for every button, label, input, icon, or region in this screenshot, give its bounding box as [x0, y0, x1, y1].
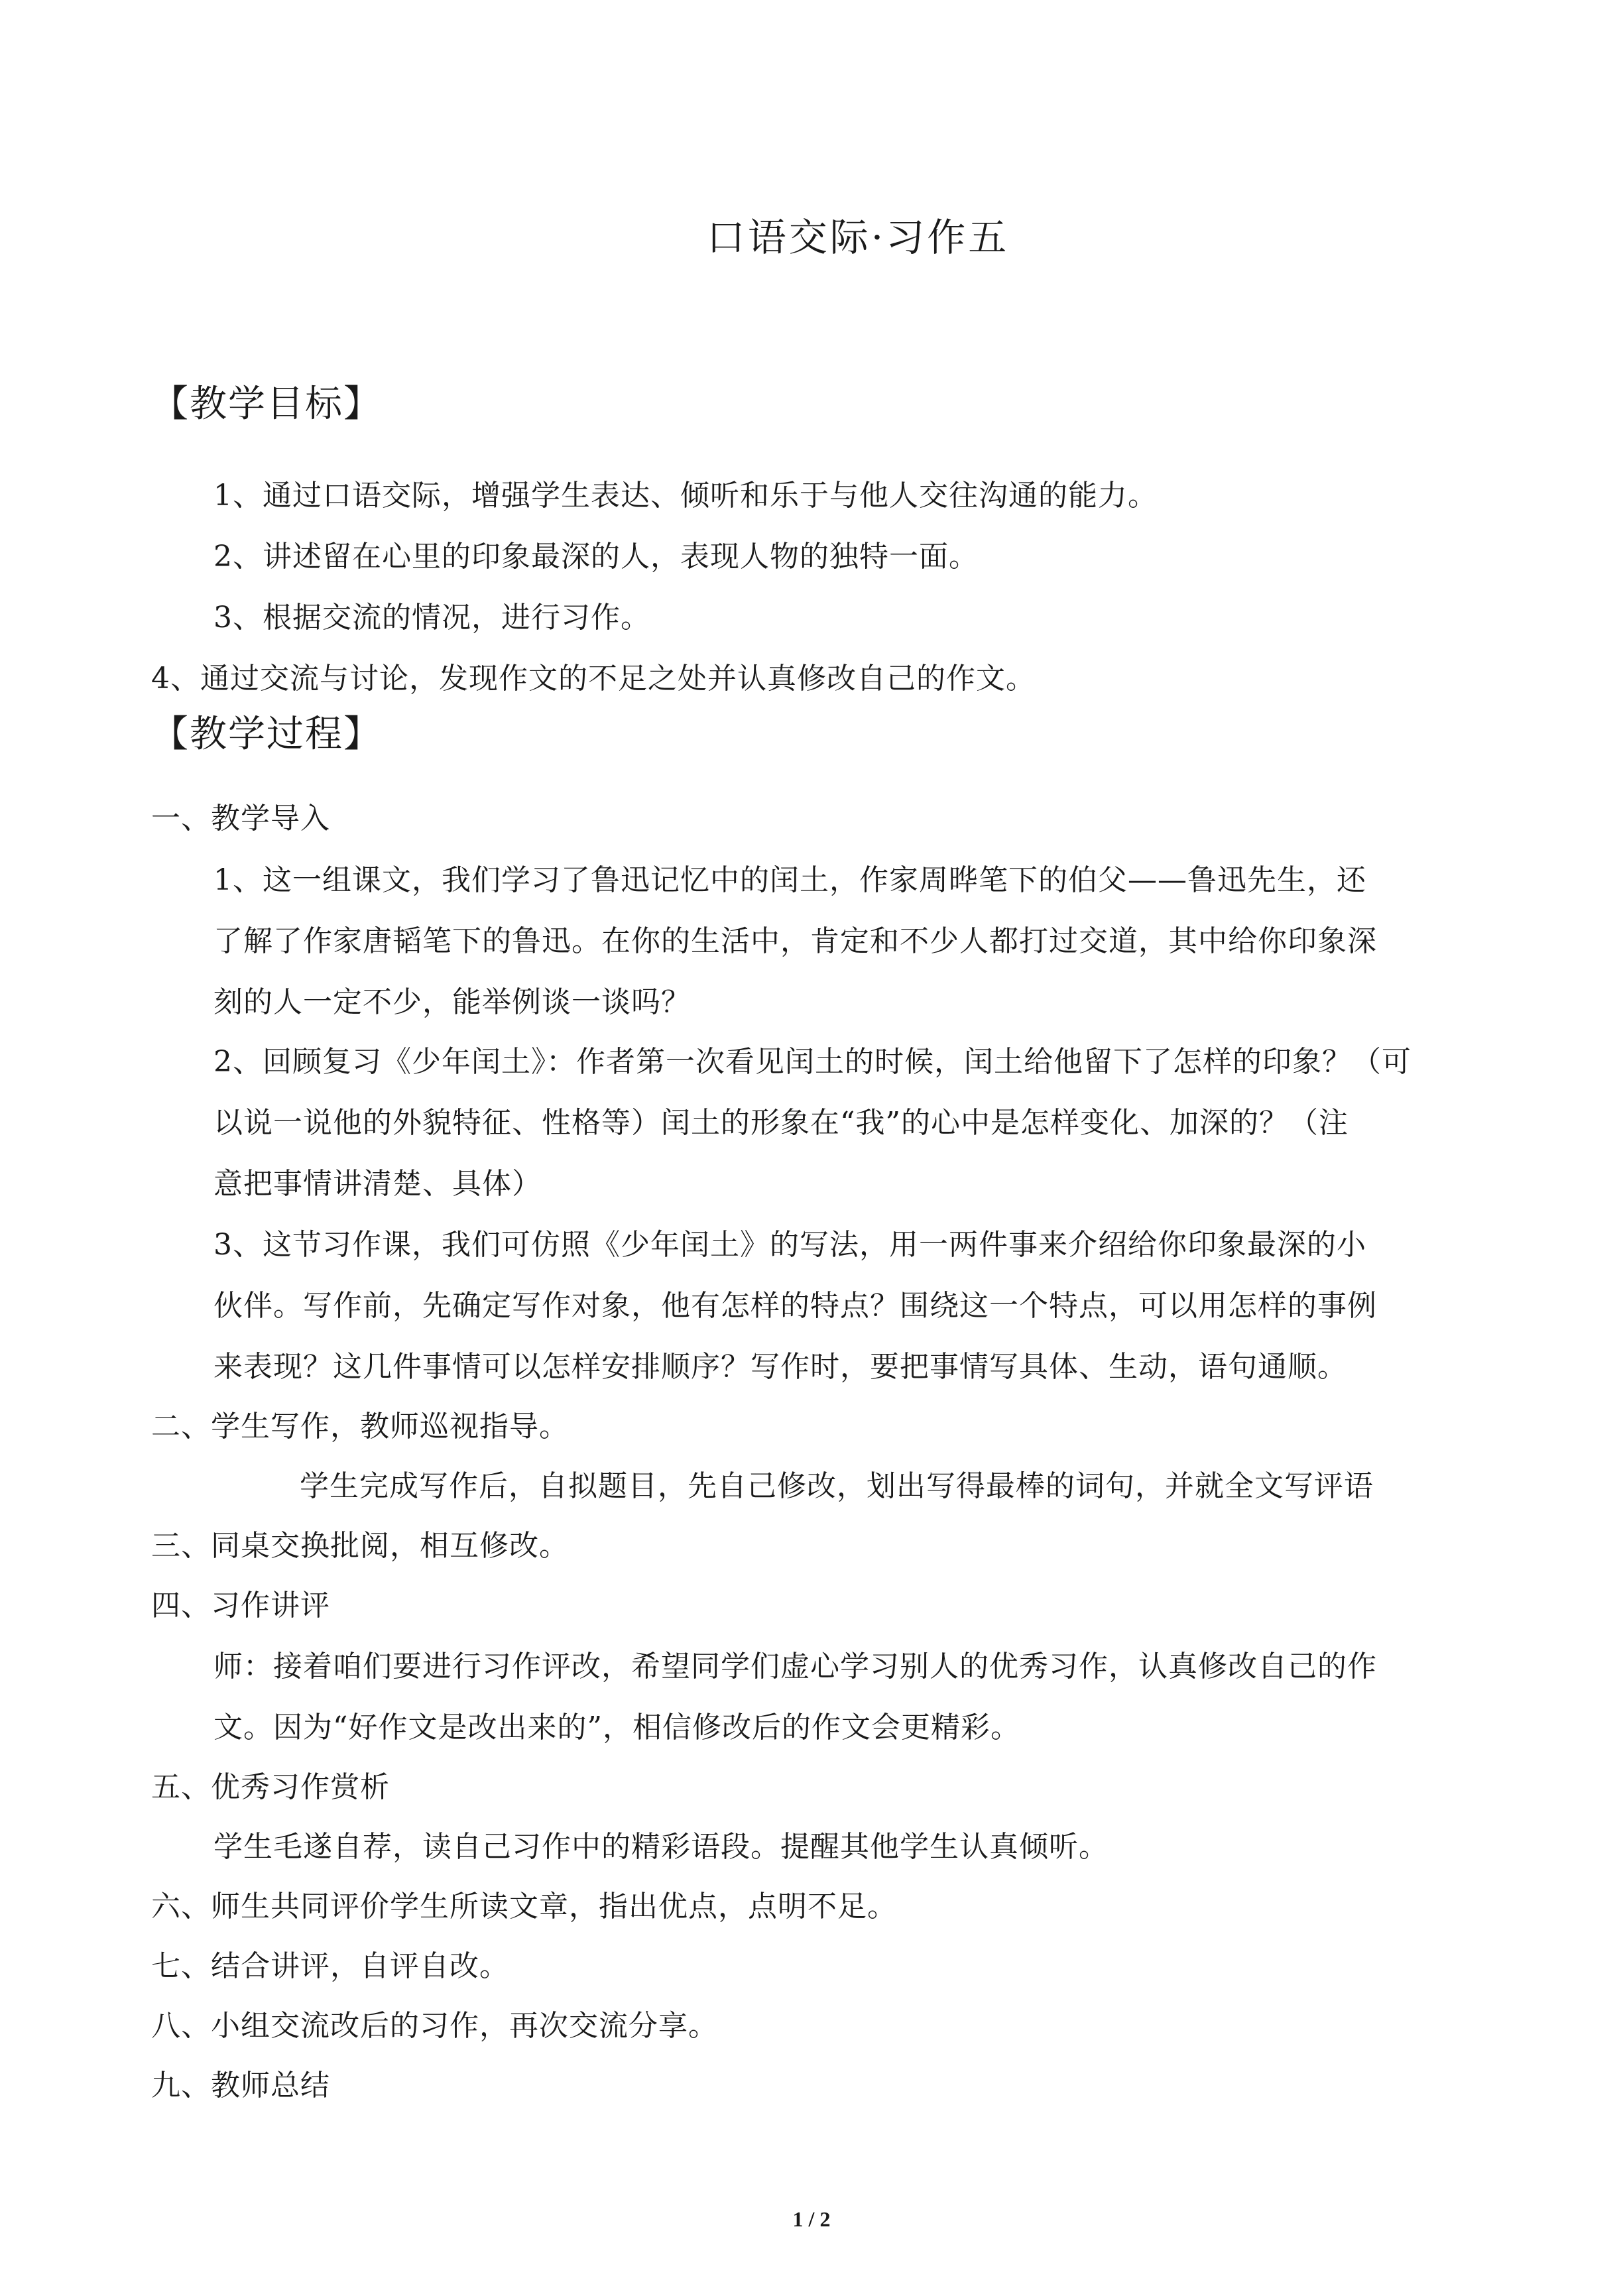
- section-heading-process: 【教学过程】: [151, 713, 382, 756]
- paragraph-line: 刻的人一定不少，能举例谈一谈吗？: [213, 985, 691, 1019]
- paragraph-line: 以说一说他的外貌特征、性格等）闰土的形象在“我”的心中是怎样变化、加深的？（注: [213, 1106, 1349, 1140]
- paragraph-line: 2、回顾复习《少年闰土》：作者第一次看见闰土的时候，闰土给他留下了怎样的印象？（可: [213, 1045, 1412, 1079]
- objective-item: 3、根据交流的情况，进行习作。: [213, 601, 650, 634]
- paragraph-line: 了解了作家唐韬笔下的鲁迅。在你的生活中，肯定和不少人都打过交道，其中给你印象深: [213, 924, 1377, 958]
- paragraph-line: 伙伴。写作前，先确定写作对象，他有怎样的特点？围绕这一个特点，可以用怎样的事例: [213, 1289, 1377, 1323]
- paragraph-line: 来表现？这几件事情可以怎样安排顺序？写作时，要把事情写具体、生动，语句通顺。: [213, 1350, 1347, 1384]
- step-heading: 一、教学导入: [151, 802, 330, 835]
- objective-item: 4、通过交流与讨论，发现作文的不足之处并认真修改自己的作文。: [151, 662, 1036, 695]
- paragraph-line: 意把事情讲清楚、具体）: [213, 1167, 542, 1201]
- page-title: 口语交际·习作五: [706, 215, 1010, 260]
- step-heading: 四、习作讲评: [151, 1589, 330, 1622]
- paragraph-line: 文。因为“好作文是改出来的”，相信修改后的作文会更精彩。: [213, 1711, 1020, 1744]
- step-heading: 五、优秀习作赏析: [151, 1770, 390, 1804]
- step-heading: 六、师生共同评价学生所读文章，指出优点，点明不足。: [151, 1890, 897, 1923]
- page-number: 1 / 2: [792, 2207, 831, 2231]
- step-heading: 八、小组交流改后的习作，再次交流分享。: [151, 2009, 718, 2043]
- paragraph-line: 3、这节习作课，我们可仿照《少年闰土》的写法，用一两件事来介绍给你印象最深的小: [213, 1228, 1366, 1262]
- objective-item: 2、讲述留在心里的印象最深的人，表现人物的独特一面。: [213, 540, 979, 574]
- step-heading: 九、教师总结: [151, 2069, 330, 2102]
- step-heading: 二、学生写作，教师巡视指导。: [151, 1410, 569, 1443]
- section-heading-objectives: 【教学目标】: [151, 383, 382, 426]
- paragraph-line: 1、这一组课文，我们学习了鲁迅记忆中的闰土，作家周晔笔下的伯父——鲁迅先生，还: [213, 863, 1366, 897]
- paragraph-line: 学生毛遂自荐，读自己习作中的精彩语段。提醒其他学生认真倾听。: [213, 1830, 1109, 1864]
- paragraph-line: 学生完成写作后，自拟题目，先自己修改，划出写得最棒的词句，并就全文写评语: [300, 1469, 1374, 1503]
- step-heading: 三、同桌交换批阅，相互修改。: [151, 1529, 569, 1563]
- paragraph-line: 师：接着咱们要进行习作评改，希望同学们虚心学习别人的优秀习作，认真修改自己的作: [213, 1650, 1377, 1683]
- objective-item: 1、通过口语交际，增强学生表达、倾听和乐于与他人交往沟通的能力。: [213, 479, 1158, 513]
- step-heading: 七、结合讲评，自评自改。: [151, 1949, 509, 1983]
